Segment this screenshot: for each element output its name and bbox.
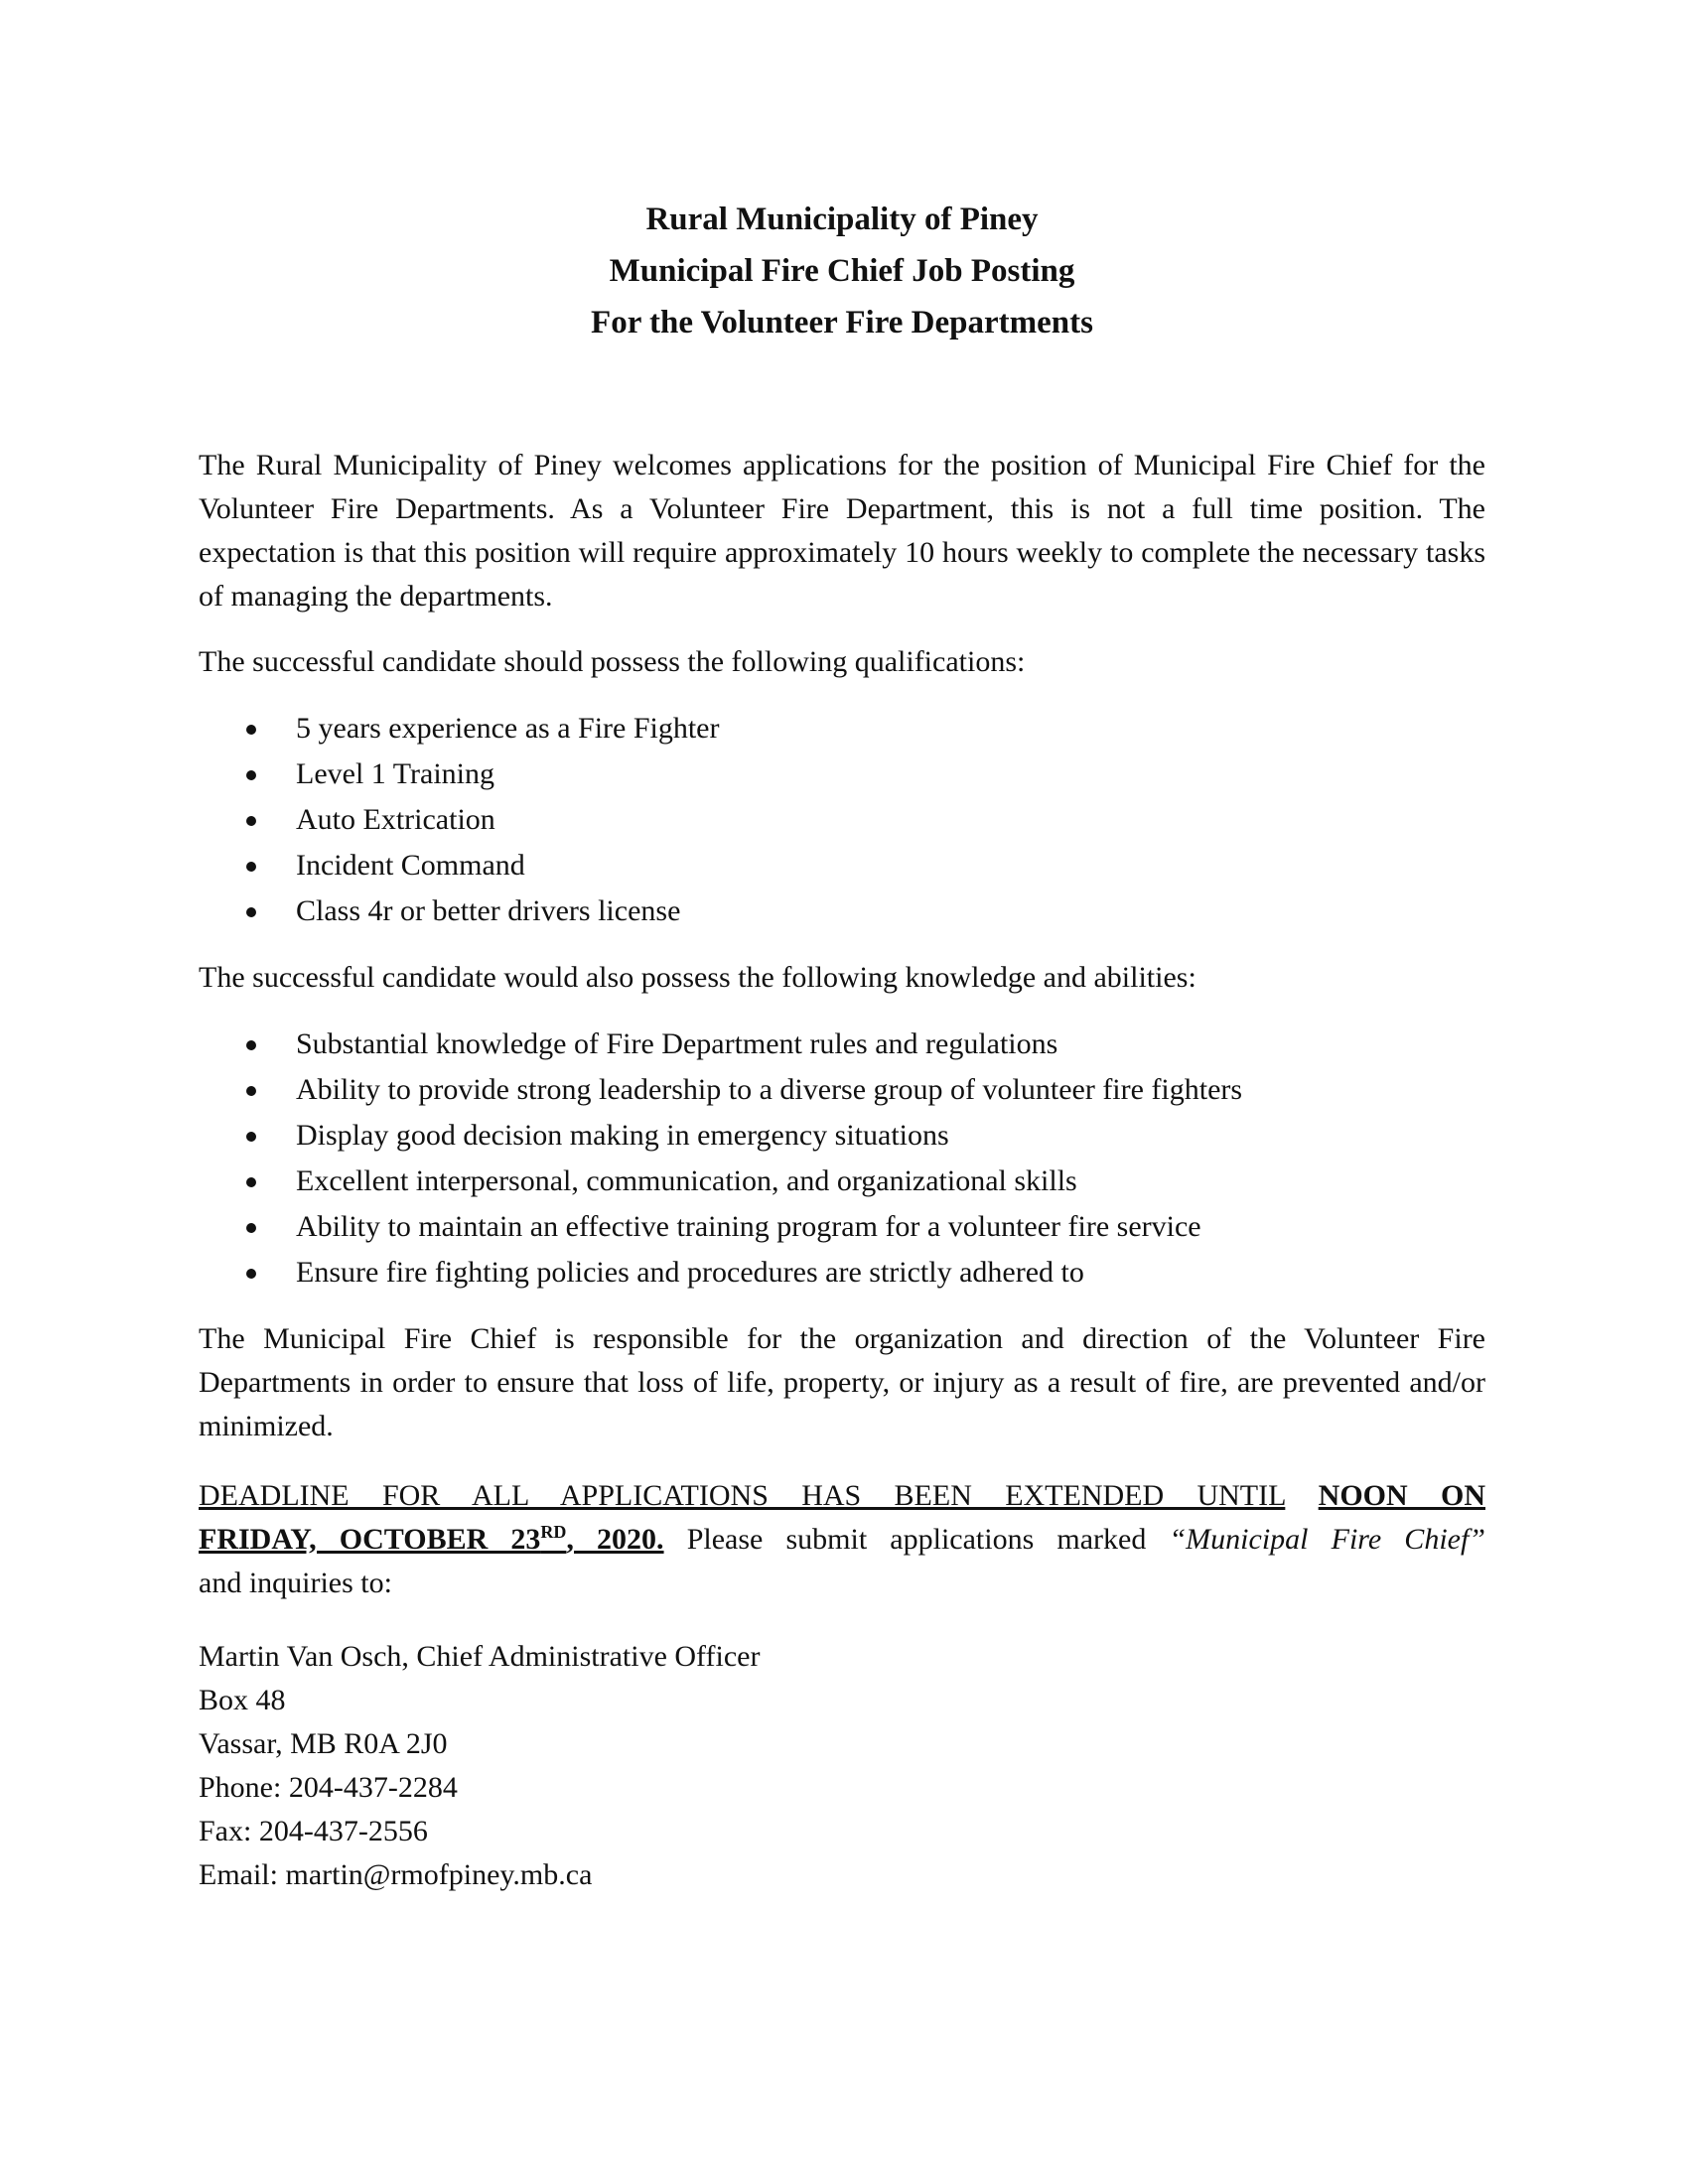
document-title <box>199 194 1485 348</box>
bullet-icon <box>246 1269 256 1279</box>
deadline-line-1 <box>199 1474 1485 1518</box>
deadline-date-day: FRIDAY, OCTOBER 23 <box>199 1523 541 1556</box>
bullet-icon <box>246 816 256 826</box>
deadline-submit-text: Please submit applications marked <box>663 1523 1170 1556</box>
contact-phone: Phone: 204-437-2284 <box>199 1771 458 1804</box>
qualifications-heading: The successful candidate should possess the following qualifications: <box>199 645 1026 678</box>
list-item-text: Auto Extrication <box>296 803 495 836</box>
deadline-date <box>199 1523 664 1556</box>
deadline-line-2 <box>199 1518 1485 1562</box>
contact-name: Martin Van Osch, Chief Administrative Officer <box>199 1640 761 1673</box>
list-item-text: Ensure fire fighting policies and procedures are strictly adhered to <box>296 1256 1084 1289</box>
list-item-text: Display good decision making in emergency situations <box>296 1119 949 1152</box>
deadline-date-suffix: RD <box>540 1522 567 1542</box>
list-item <box>199 1022 1485 1067</box>
list-item <box>199 1250 1485 1296</box>
contact-fax: Fax: 204-437-2556 <box>199 1815 428 1847</box>
list-item-text: Excellent interpersonal, communication, and organizational skills <box>296 1164 1077 1197</box>
list-item-text: 5 years experience as a Fire Fighter <box>296 712 720 745</box>
list-item <box>199 1204 1485 1250</box>
intro-paragraph: The Rural Municipality of Piney welcomes applications for the position of Municipal Fire Chief for the Volunteer Fire Departments. As a Volunteer Fire Department, this is not a full time position. The expectation is that this position will require approximately 10 hours weekly to complete the necessary tasks of managing the departments. <box>199 449 1485 613</box>
abilities-list <box>199 1022 1485 1296</box>
title-departments: For the Volunteer Fire Departments <box>591 305 1093 341</box>
deadline-paragraph <box>199 1474 1485 1605</box>
deadline-lead: DEADLINE FOR ALL APPLICATIONS HAS BEEN EXTENDED UNTIL <box>199 1479 1286 1512</box>
list-item <box>199 888 1485 934</box>
title-job-posting: Municipal Fire Chief Job Posting <box>609 253 1075 289</box>
deadline-date-year: , 2020. <box>566 1523 664 1556</box>
contact-box: Box 48 <box>199 1684 286 1716</box>
list-item <box>199 1067 1485 1113</box>
bullet-icon <box>246 862 256 872</box>
bullet-icon <box>246 907 256 917</box>
list-item <box>199 1113 1485 1159</box>
contact-email: Email: martin@rmofpiney.mb.ca <box>199 1858 593 1891</box>
deadline-tail: and inquiries to: <box>199 1567 392 1599</box>
title-municipality: Rural Municipality of Piney <box>645 202 1039 237</box>
abilities-heading: The successful candidate would also possess the following knowledge and abilities: <box>199 961 1196 994</box>
contact-city: Vassar, MB R0A 2J0 <box>199 1727 448 1760</box>
list-item-text: Substantial knowledge of Fire Department rules and regulations <box>296 1027 1058 1060</box>
bullet-icon <box>246 1177 256 1187</box>
bullet-icon <box>246 1132 256 1142</box>
bullet-icon <box>246 1086 256 1096</box>
list-item <box>199 1159 1485 1204</box>
list-item <box>199 843 1485 888</box>
list-item-text: Ability to maintain an effective training program for a volunteer fire service <box>296 1210 1201 1243</box>
list-item <box>199 706 1485 751</box>
list-item-text: Ability to provide strong leadership to a diverse group of volunteer fire fighters <box>296 1073 1243 1106</box>
list-item <box>199 797 1485 843</box>
deadline-marked-label: “Municipal Fire Chief” <box>1169 1523 1485 1556</box>
deadline-noon: NOON ON <box>1318 1479 1485 1512</box>
bullet-icon <box>246 1223 256 1233</box>
qualifications-list <box>199 706 1485 934</box>
contact-block <box>199 1635 1485 1897</box>
list-item-text: Level 1 Training <box>296 757 494 790</box>
job-posting-document <box>199 194 1485 1897</box>
bullet-icon <box>246 1040 256 1050</box>
list-item <box>199 751 1485 797</box>
bullet-icon <box>246 725 256 735</box>
list-item-text: Incident Command <box>296 849 525 882</box>
list-item-text: Class 4r or better drivers license <box>296 894 681 927</box>
bullet-icon <box>246 770 256 780</box>
responsibility-paragraph: The Municipal Fire Chief is responsible for the organization and direction of the Volunteer Fire Departments in order to ensure that loss of life, property, or injury as a result of fire, are prevented and/or minimized. <box>199 1322 1485 1442</box>
